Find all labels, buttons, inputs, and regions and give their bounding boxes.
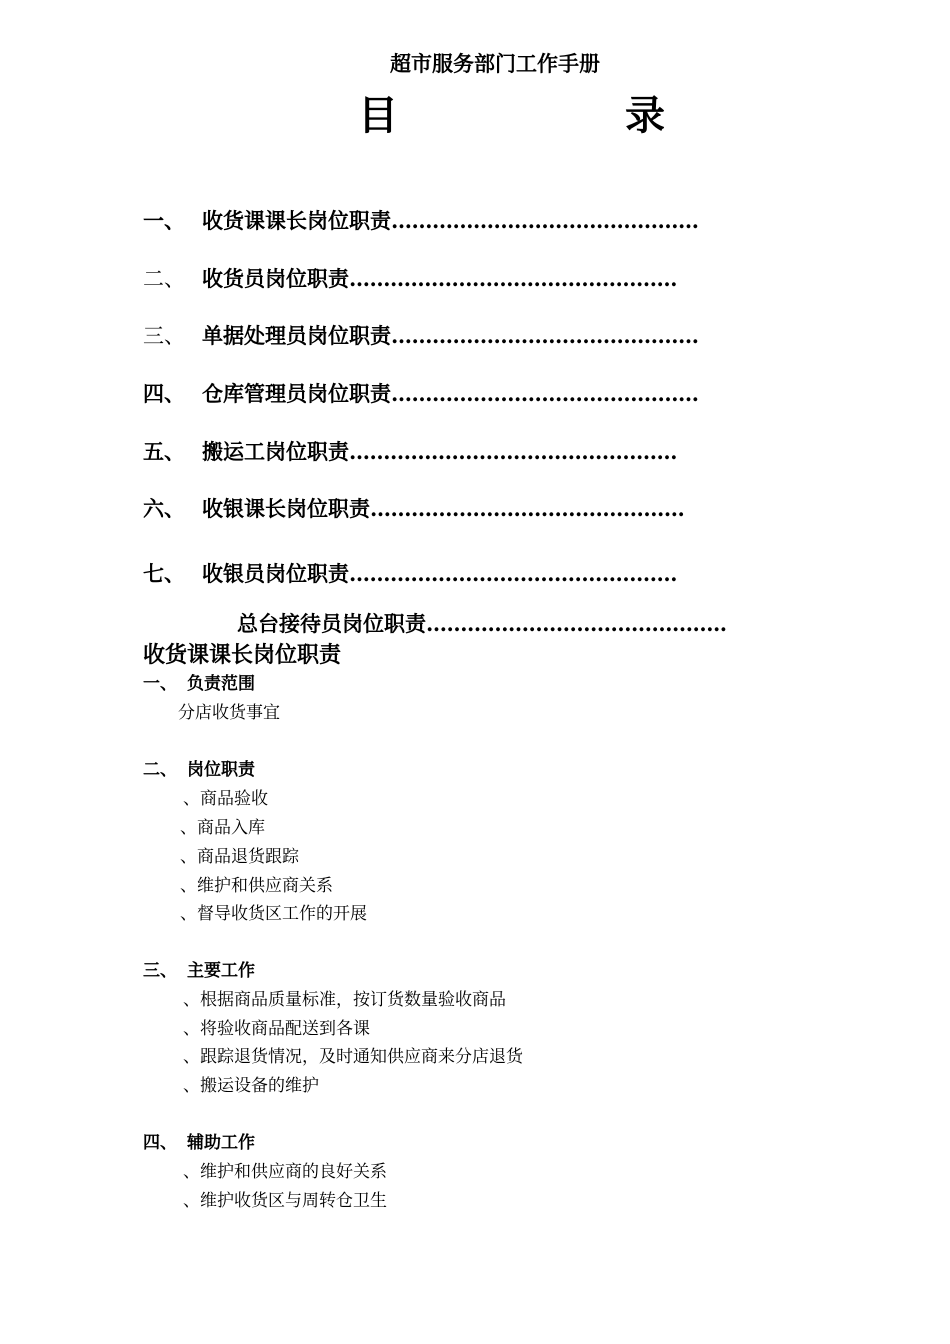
toc-leader: ………………………………………… xyxy=(349,561,677,586)
toc-entry-text: 收货课课长岗位职责 xyxy=(202,208,391,233)
toc-leader: ……………………………………… xyxy=(391,381,699,406)
list-item: 分店收货事宜 xyxy=(178,703,280,723)
toc-entry-text: 搬运工岗位职责 xyxy=(202,439,349,464)
list-item: 、搬运设备的维护 xyxy=(183,1076,319,1096)
toc-leader: ………………………………………… xyxy=(349,439,677,464)
heading-responsibility-scope: 负责范围 xyxy=(187,674,255,694)
toc-number: 四、 xyxy=(143,381,185,406)
heading-main-work: 主要工作 xyxy=(187,961,255,981)
list-item: 、商品入库 xyxy=(180,818,265,838)
toc-entry-text: 单据处理员岗位职责 xyxy=(202,323,391,348)
toc-entry-extra[interactable] xyxy=(237,608,727,638)
list-item: 、将验收商品配送到各课 xyxy=(183,1019,370,1039)
toc-entry[interactable] xyxy=(202,320,699,350)
toc-leader: ………………………………………… xyxy=(349,266,677,291)
list-item: 、根据商品质量标准，按订货数量验收商品 xyxy=(183,990,506,1010)
heading-auxiliary-work: 辅助工作 xyxy=(187,1133,255,1153)
list-item: 、维护收货区与周转仓卫生 xyxy=(183,1191,387,1211)
document-title: 超市服务部门工作手册 xyxy=(390,51,600,76)
toc-heading-char-2: 录 xyxy=(625,92,665,139)
heading-number: 三、 xyxy=(143,961,177,981)
heading-job-duties: 岗位职责 xyxy=(187,760,255,780)
toc-leader: …………………………………….. xyxy=(426,611,727,636)
list-item: 、商品验收 xyxy=(183,789,268,809)
heading-number: 一、 xyxy=(143,674,177,694)
toc-entry[interactable] xyxy=(202,205,699,235)
toc-number: 一、 xyxy=(143,208,185,233)
toc-entry-text: 收银员岗位职责 xyxy=(202,561,349,586)
section-title: 收货课课长岗位职责 xyxy=(143,642,342,668)
toc-entry-text: 收货员岗位职责 xyxy=(202,266,349,291)
toc-entry[interactable] xyxy=(202,493,684,523)
toc-leader: ………………………………………. xyxy=(370,496,685,521)
toc-entry[interactable] xyxy=(202,436,677,466)
toc-number: 二、 xyxy=(143,267,185,291)
toc-entry-text: 总台接待员岗位职责 xyxy=(237,611,426,636)
toc-leader: ……………………………………… xyxy=(391,323,699,348)
toc-number: 六、 xyxy=(143,496,185,521)
toc-number: 三、 xyxy=(143,324,185,348)
toc-entry[interactable] xyxy=(202,558,677,588)
toc-heading-char-1: 目 xyxy=(358,92,398,139)
list-item: 、督导收货区工作的开展 xyxy=(180,904,367,924)
list-item: 、商品退货跟踪 xyxy=(180,847,299,867)
heading-number: 四、 xyxy=(143,1133,177,1153)
heading-number: 二、 xyxy=(143,760,177,780)
list-item: 、跟踪退货情况，及时通知供应商来分店退货 xyxy=(183,1047,523,1067)
toc-entry-text: 收银课长岗位职责 xyxy=(202,496,370,521)
toc-number: 五、 xyxy=(143,439,185,464)
toc-number: 七、 xyxy=(143,561,185,586)
toc-entry[interactable] xyxy=(202,378,699,408)
toc-entry[interactable] xyxy=(202,263,677,293)
toc-entry-text: 仓库管理员岗位职责 xyxy=(202,381,391,406)
toc-leader: ……………………………………… xyxy=(391,208,699,233)
list-item: 、维护和供应商关系 xyxy=(180,876,333,896)
list-item: 、维护和供应商的良好关系 xyxy=(183,1162,387,1182)
